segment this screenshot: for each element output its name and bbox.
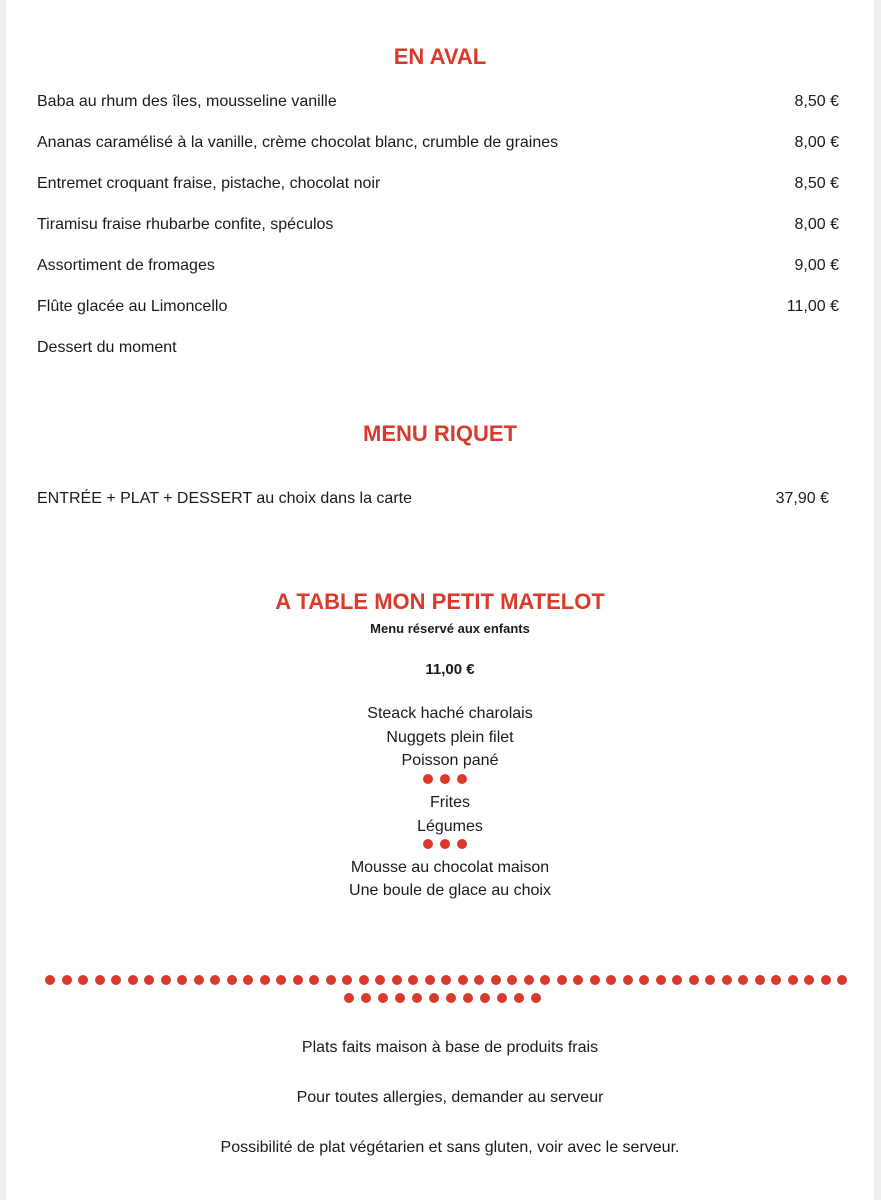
separator-dots [423, 774, 467, 784]
dot [62, 975, 72, 985]
menu-item [37, 93, 839, 115]
dot [309, 975, 319, 985]
menu-item-price: 8,00 € [794, 134, 839, 151]
menu-item [37, 134, 839, 156]
dot [276, 975, 286, 985]
dot [837, 975, 847, 985]
dot [689, 975, 699, 985]
section-title-menu-riquet: MENU RIQUET [363, 421, 517, 446]
menu-item-name: Ananas caramélisé à la vanille, crème chocolat blanc, crumble de graines [37, 134, 559, 151]
footer-note-homemade: Plats faits maison à base de produits frais [301, 1039, 599, 1056]
divider-dots-row [45, 975, 847, 985]
dot [755, 975, 765, 985]
dot [524, 975, 534, 985]
dot [440, 839, 450, 849]
dot [326, 975, 336, 985]
menu-item [37, 175, 839, 197]
menu-item-name: Dessert du moment [37, 339, 177, 356]
dot [423, 839, 433, 849]
dot [497, 993, 507, 1003]
menu-item-name: Baba au rhum des îles, mousseline vanille [37, 93, 337, 110]
dot [656, 975, 666, 985]
dot [128, 975, 138, 985]
dot [144, 975, 154, 985]
menu-item-name: Flûte glacée au Limoncello [37, 298, 228, 315]
dot [771, 975, 781, 985]
dot [45, 975, 55, 985]
formula-price: 37,90 € [775, 490, 829, 507]
section-title-kids-menu: A TABLE MON PETIT MATELOT [275, 589, 605, 614]
menu-item-name: Tiramisu fraise rhubarbe confite, spéculos [37, 216, 334, 233]
menu-item [37, 298, 839, 320]
dot [804, 975, 814, 985]
menu-item-name: Assortiment de fromages [37, 257, 215, 274]
menu-item-price: 8,00 € [794, 216, 839, 233]
menu-item-price: 11,00 € [786, 298, 839, 315]
dot [441, 975, 451, 985]
dot [429, 993, 439, 1003]
formula-row [37, 490, 829, 512]
kids-main-item: Nuggets plein filet [386, 729, 514, 746]
dot [590, 975, 600, 985]
dot [788, 975, 798, 985]
kids-side-item: Légumes [417, 818, 483, 835]
dot [623, 975, 633, 985]
menu-item-price: 8,50 € [794, 175, 839, 192]
dot [378, 993, 388, 1003]
dot [573, 975, 583, 985]
dot [177, 975, 187, 985]
dot [227, 975, 237, 985]
menu-item-price: 8,50 € [794, 93, 839, 110]
dot [194, 975, 204, 985]
section-title-en-aval: EN AVAL [393, 44, 487, 69]
kids-main-item: Poisson pané [401, 752, 499, 769]
kids-menu-subtitle: Menu réservé aux enfants [370, 621, 530, 636]
dot [423, 774, 433, 784]
dot [457, 839, 467, 849]
separator-dots [423, 839, 467, 849]
menu-item-name: Entremet croquant fraise, pistache, chocolat noir [37, 175, 381, 192]
dot [293, 975, 303, 985]
menu-item-price: 9,00 € [794, 257, 839, 274]
dot [606, 975, 616, 985]
dot [392, 975, 402, 985]
kids-menu-price: 11,00 € [425, 661, 475, 678]
formula-description: ENTRÉE + PLAT + DESSERT au choix dans la carte [37, 490, 412, 507]
dot [557, 975, 567, 985]
dot [463, 993, 473, 1003]
dot [507, 975, 517, 985]
dot [95, 975, 105, 985]
dot [540, 975, 550, 985]
footer-note-vegetarian: Possibilité de plat végétarien et sans gluten, voir avec le serveur. [220, 1139, 680, 1156]
dot [342, 975, 352, 985]
dot [260, 975, 270, 985]
dot [111, 975, 121, 985]
dot [361, 993, 371, 1003]
dot [458, 975, 468, 985]
dot [491, 975, 501, 985]
dot [344, 993, 354, 1003]
dot [480, 993, 490, 1003]
dot [161, 975, 171, 985]
dot [705, 975, 715, 985]
dot [738, 975, 748, 985]
dot [425, 975, 435, 985]
dot [359, 975, 369, 985]
dot [531, 993, 541, 1003]
dot [446, 993, 456, 1003]
dot [243, 975, 253, 985]
dot [672, 975, 682, 985]
dot [412, 993, 422, 1003]
dot [722, 975, 732, 985]
dot [474, 975, 484, 985]
menu-item [37, 339, 839, 361]
dot [514, 993, 524, 1003]
dot [457, 774, 467, 784]
menu-item [37, 216, 839, 238]
kids-dessert-item: Mousse au chocolat maison [350, 859, 550, 876]
dot [375, 975, 385, 985]
dot [395, 993, 405, 1003]
dot [78, 975, 88, 985]
dot [639, 975, 649, 985]
dot [440, 774, 450, 784]
dot [408, 975, 418, 985]
kids-side-item: Frites [430, 794, 470, 811]
footer-note-allergies: Pour toutes allergies, demander au serveur [296, 1089, 604, 1106]
kids-main-item: Steack haché charolais [367, 705, 533, 722]
dot [821, 975, 831, 985]
kids-dessert-item: Une boule de glace au choix [349, 882, 551, 899]
divider-dots-row [344, 993, 541, 1003]
dot [210, 975, 220, 985]
menu-item [37, 257, 839, 279]
